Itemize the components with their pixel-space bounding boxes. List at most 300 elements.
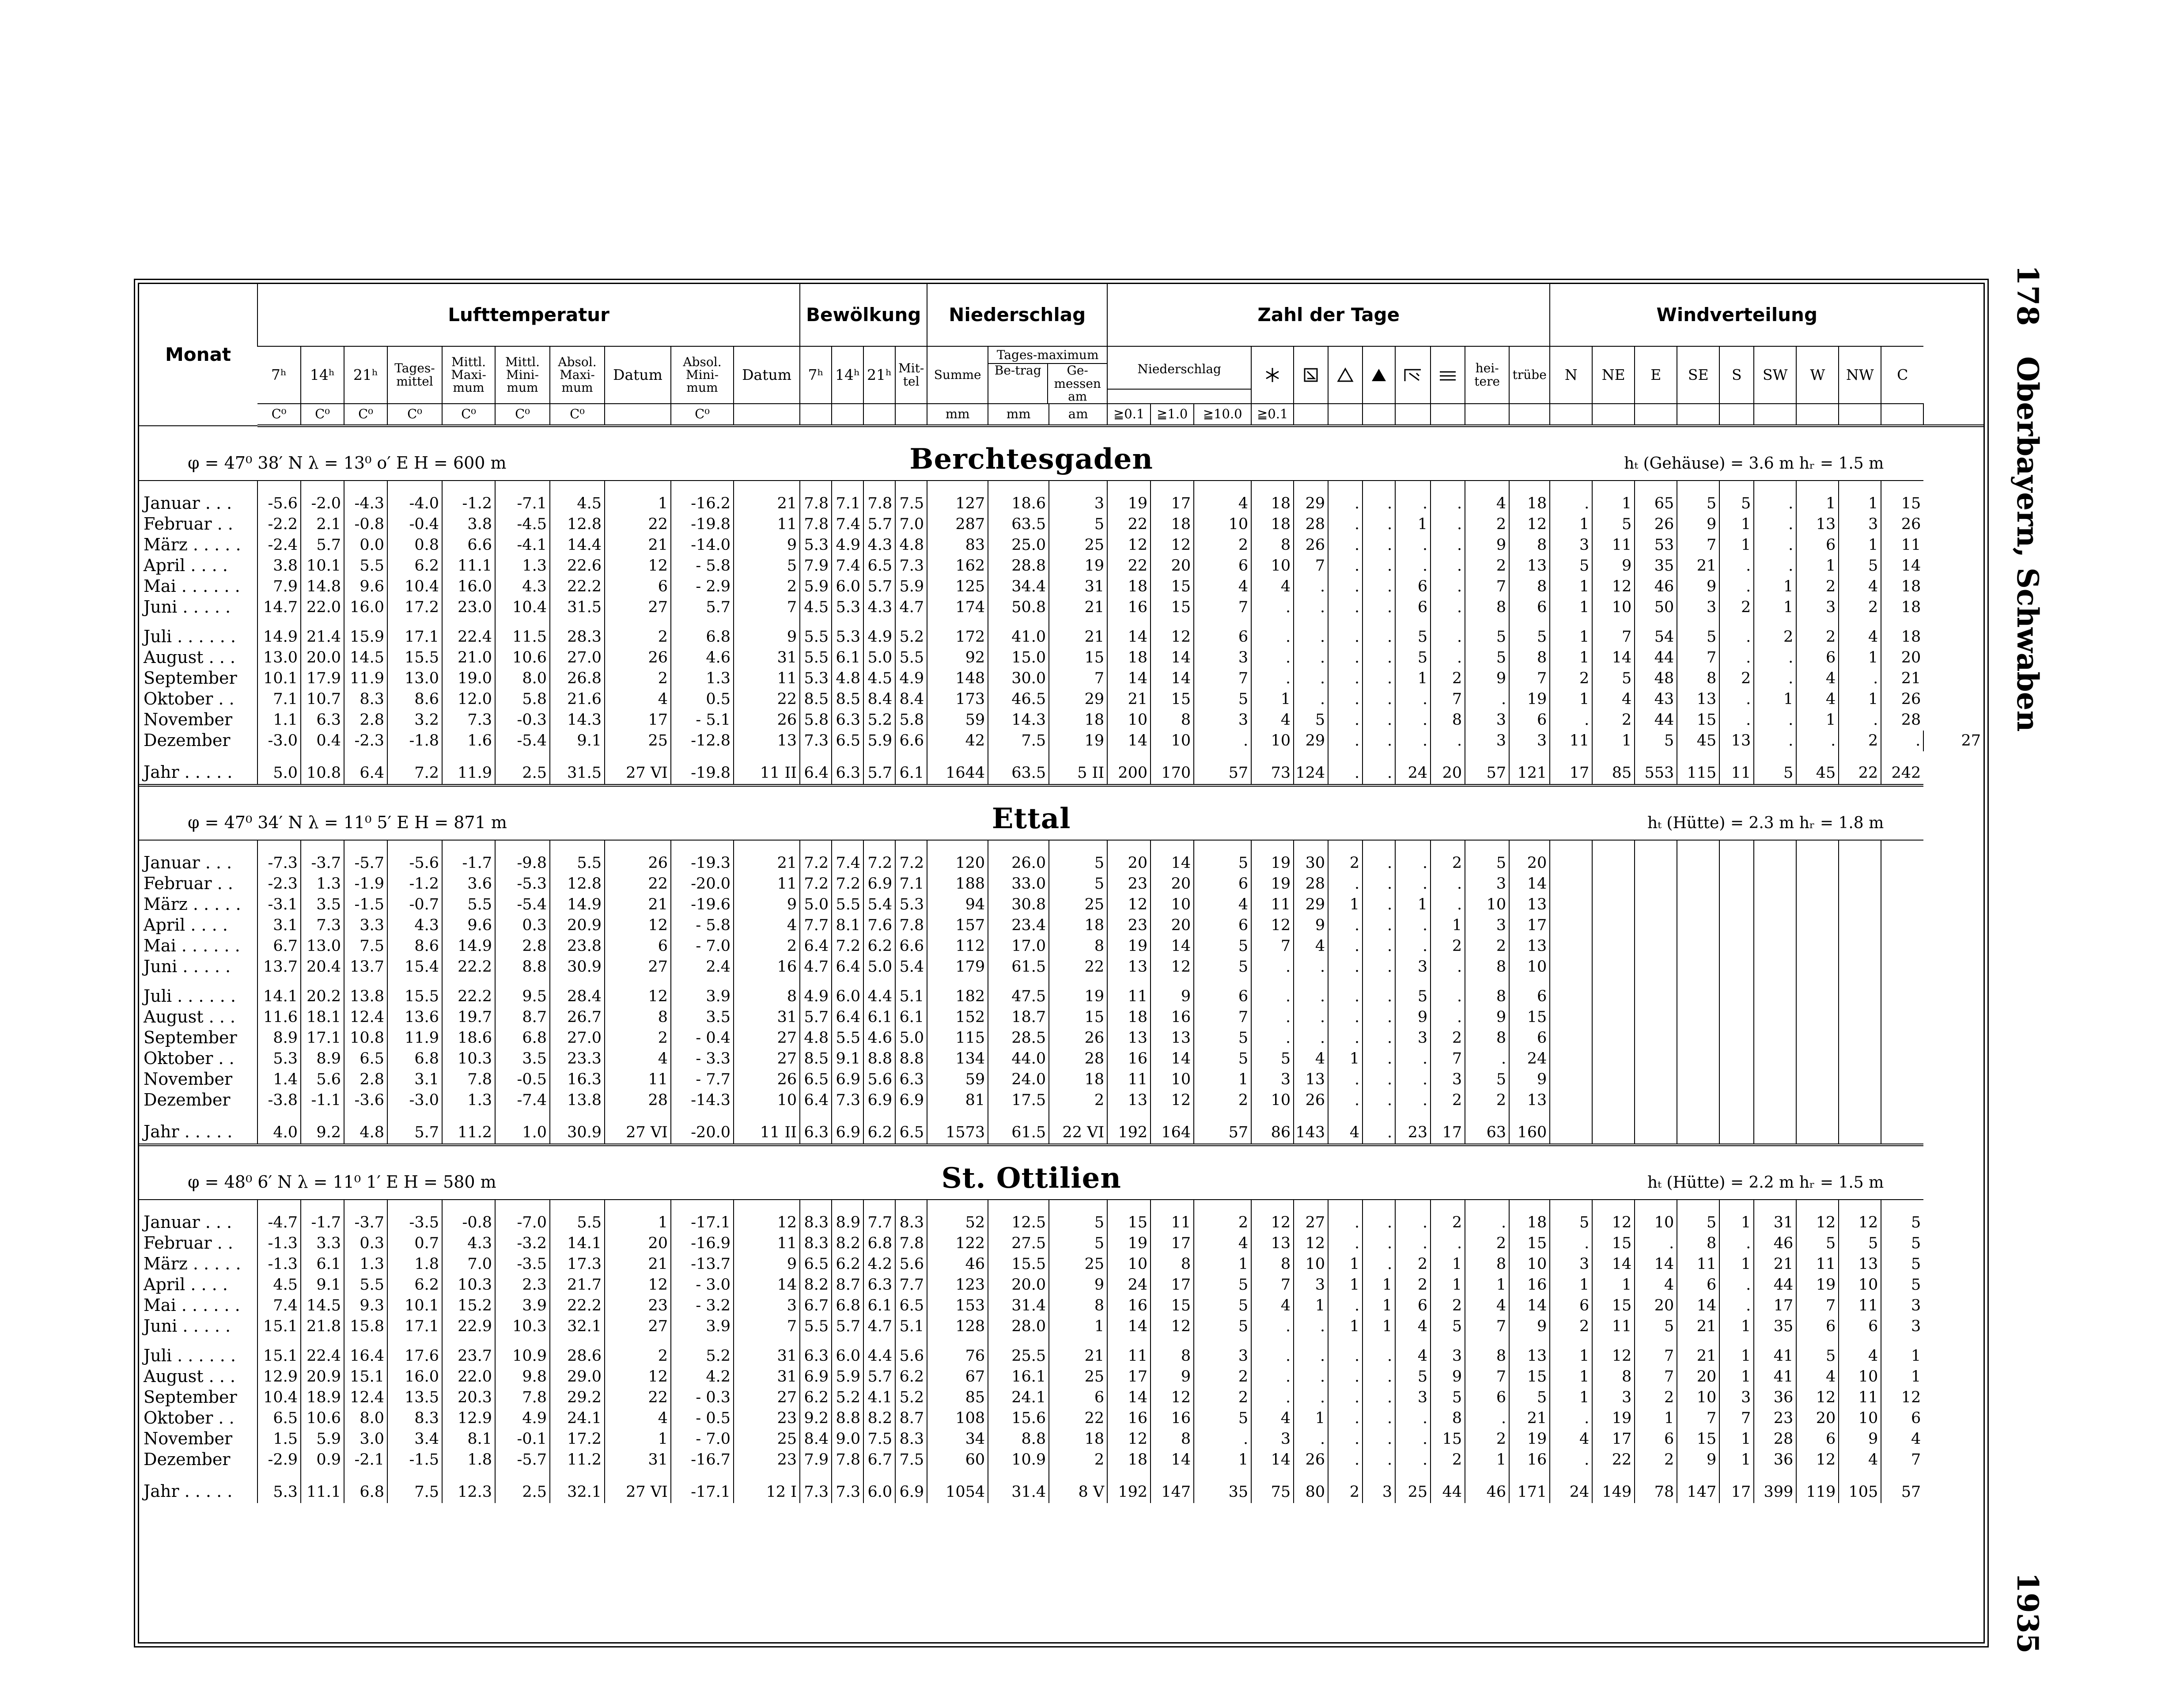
table-cell: -14.0 — [671, 535, 734, 556]
table-cell: 13.0 — [387, 668, 442, 689]
table-cell: 31 — [734, 1007, 800, 1028]
table-cell: - 3.3 — [671, 1049, 734, 1069]
table-cell: 13 — [1509, 556, 1550, 576]
table-cell: 18 — [1881, 576, 1923, 597]
table-cell: 1 — [1592, 731, 1635, 751]
table-cell: 0.8 — [387, 535, 442, 556]
table-cell: 21 — [1049, 618, 1107, 648]
table-cell: 18.7 — [988, 1007, 1049, 1028]
table-cell: 7.2 — [832, 874, 863, 894]
table-row — [139, 894, 1983, 915]
table-cell — [1881, 936, 1923, 957]
table-cell — [1550, 1090, 1592, 1111]
table-cell: 23 — [1107, 915, 1151, 936]
table-cell: . — [1395, 915, 1431, 936]
table-cell: 115 — [927, 1028, 988, 1049]
month-label: April . . . . — [144, 556, 228, 576]
table-cell: 5 — [1509, 618, 1550, 648]
table-cell: . — [1363, 915, 1395, 936]
table-cell: . — [1328, 481, 1363, 514]
table-cell: . — [1363, 1111, 1395, 1145]
table-cell: 4 — [734, 915, 800, 936]
table-cell: 5 — [1881, 1233, 1923, 1254]
table-cell: 4.9 — [895, 668, 927, 689]
table-cell: 8 — [734, 977, 800, 1007]
table-cell: 5 — [1194, 936, 1251, 957]
table-cell: 15 — [1151, 576, 1194, 597]
wind-ne-header: NE — [1592, 346, 1635, 404]
table-cell: 9 — [734, 894, 800, 915]
table-cell: . — [1363, 977, 1395, 1007]
table-cell: 12 — [605, 1275, 671, 1295]
month-label: Dezember — [144, 1450, 231, 1469]
table-cell: 6.8 — [495, 1028, 550, 1049]
table-cell: 7 — [734, 1316, 800, 1337]
table-cell: 14 — [1107, 668, 1151, 689]
table-cell: 5.4 — [863, 894, 895, 915]
threshold: ≧1.0 — [1151, 404, 1194, 426]
table-cell: 3 — [1194, 1337, 1251, 1367]
table-cell: 22 — [1839, 751, 1881, 785]
table-cell: 10.1 — [301, 556, 344, 576]
table-cell: 1.8 — [387, 1254, 442, 1275]
table-cell: -7.3 — [257, 840, 301, 874]
table-cell: 7.8 — [895, 915, 927, 936]
table-cell: 18 — [1881, 618, 1923, 648]
table-cell: . — [1294, 597, 1328, 618]
table-cell: 1 — [1796, 710, 1839, 731]
table-cell: 19.7 — [442, 1007, 495, 1028]
table-cell: 13.8 — [344, 977, 387, 1007]
table-cell: 12 — [1107, 535, 1151, 556]
month-label: Mai . . . . . . — [144, 936, 240, 956]
table-cell: 9.1 — [832, 1049, 863, 1069]
table-cell — [1635, 1069, 1677, 1090]
table-cell: 188 — [927, 874, 988, 894]
table-cell: 8 — [1251, 535, 1294, 556]
table-cell: 4.8 — [800, 1028, 832, 1049]
table-cell: 1 — [1431, 1254, 1465, 1275]
table-cell: 29.0 — [550, 1367, 605, 1387]
table-cell: 1 — [1251, 689, 1294, 710]
table-cell: 3 — [1431, 1069, 1465, 1090]
table-cell: 10 — [1107, 710, 1151, 731]
table-cell: 5 — [1194, 1028, 1251, 1049]
table-cell: 1 — [1431, 915, 1465, 936]
table-cell — [1719, 874, 1754, 894]
summe-header: Summe — [927, 346, 988, 404]
table-cell: 18 — [1251, 481, 1294, 514]
table-cell: 12 — [1796, 1450, 1839, 1470]
table-cell: 9 — [1677, 576, 1719, 597]
table-cell: 20 — [1107, 840, 1151, 874]
table-cell: 7 — [1431, 1049, 1465, 1069]
table-cell: 6 — [1509, 710, 1550, 731]
table-cell: 4 — [1796, 1367, 1839, 1387]
table-cell: 34 — [927, 1429, 988, 1450]
table-cell: . — [1363, 576, 1395, 597]
table-cell: 2 — [1550, 668, 1592, 689]
table-cell: 2 — [1194, 1090, 1251, 1111]
table-cell: . — [1363, 1233, 1395, 1254]
table-cell: 5 — [1431, 1387, 1465, 1408]
table-cell — [1839, 915, 1881, 936]
table-cell: 1.1 — [257, 710, 301, 731]
table-cell: 14.3 — [988, 710, 1049, 731]
table-cell: 14 — [1107, 731, 1151, 751]
table-cell: 35 — [1754, 1316, 1796, 1337]
table-cell: 6.9 — [895, 1470, 927, 1503]
table-row — [139, 1049, 1983, 1069]
table-cell — [1635, 894, 1677, 915]
table-cell: 9.0 — [832, 1429, 863, 1450]
table-cell: . — [1363, 710, 1395, 731]
table-cell: 53 — [1635, 535, 1677, 556]
table-cell: 2 — [1796, 576, 1839, 597]
table-cell — [1677, 1028, 1719, 1049]
table-cell: 12 — [734, 1200, 800, 1233]
table-cell: 123 — [927, 1275, 988, 1295]
table-cell: . — [1719, 576, 1754, 597]
table-cell: 7.4 — [832, 514, 863, 535]
table-cell: 7.2 — [387, 751, 442, 785]
table-cell: 1.3 — [344, 1254, 387, 1275]
table-cell: 15.5 — [387, 648, 442, 668]
table-cell: 22 — [1049, 1408, 1107, 1429]
table-cell: 4 — [1251, 1295, 1294, 1316]
hail-icon — [1328, 346, 1363, 404]
table-cell: . — [1550, 1233, 1592, 1254]
table-cell: 43 — [1635, 689, 1677, 710]
table-cell: - 7.0 — [671, 1429, 734, 1450]
table-cell: 21 — [734, 481, 800, 514]
table-cell: -2.3 — [344, 731, 387, 751]
table-cell: 31 — [734, 1337, 800, 1367]
table-cell: -19.8 — [671, 751, 734, 785]
table-cell: 174 — [927, 597, 988, 618]
station-name: Berchtesgaden — [909, 442, 1153, 476]
table-cell: 7 — [1677, 1408, 1719, 1429]
table-cell: 6 — [1509, 977, 1550, 1007]
table-cell: 192 — [1107, 1470, 1151, 1503]
table-row — [139, 1069, 1983, 1090]
table-cell: 5.3 — [832, 597, 863, 618]
month-label: Oktober . . — [144, 1408, 235, 1428]
table-cell — [1796, 840, 1839, 874]
table-cell: 16 — [1151, 1408, 1194, 1429]
table-cell: 18.6 — [442, 1028, 495, 1049]
table-cell: 4 — [1796, 689, 1839, 710]
table-cell: 164 — [1151, 1111, 1194, 1145]
table-cell: 12 — [1592, 1200, 1635, 1233]
table-cell: 12 — [1592, 576, 1635, 597]
table-cell: 12 — [605, 977, 671, 1007]
table-cell: . — [1719, 618, 1754, 648]
table-cell: 3 — [1465, 915, 1509, 936]
table-cell: 10 — [1677, 1387, 1719, 1408]
table-cell: . — [1294, 1337, 1328, 1367]
table-cell: 5 — [1194, 1295, 1251, 1316]
table-cell: 4.3 — [863, 597, 895, 618]
unit: C⁰ — [495, 404, 550, 426]
table-cell: 19 — [1107, 481, 1151, 514]
table-cell: . — [1754, 535, 1796, 556]
table-cell: 9 — [1151, 1367, 1194, 1387]
table-cell: 11 — [1107, 1337, 1151, 1367]
table-cell: . — [1550, 481, 1592, 514]
table-row — [139, 731, 1983, 751]
table-cell: 5.2 — [832, 1387, 863, 1408]
table-cell: 8.5 — [832, 689, 863, 710]
table-cell: 28 — [605, 1090, 671, 1111]
month-label: September — [144, 1028, 237, 1048]
table-cell: 15.4 — [387, 957, 442, 977]
table-cell: 46 — [1754, 1233, 1796, 1254]
table-cell — [1881, 957, 1923, 977]
table-cell: 7 — [1049, 668, 1107, 689]
table-cell: 12.9 — [257, 1367, 301, 1387]
table-cell: 10.3 — [442, 1275, 495, 1295]
table-cell: 125 — [927, 576, 988, 597]
table-cell: 4.9 — [863, 618, 895, 648]
table-cell: 4 — [1592, 689, 1635, 710]
table-cell: 17.9 — [301, 668, 344, 689]
table-cell: . — [1363, 648, 1395, 668]
table-cell: 11 — [1796, 1254, 1839, 1275]
table-cell: 1 — [605, 1429, 671, 1450]
table-cell: 10 — [1251, 1090, 1294, 1111]
table-cell: 8.1 — [442, 1429, 495, 1450]
month-label: März . . . . . — [144, 894, 241, 914]
table-cell: 5.3 — [257, 1049, 301, 1069]
table-cell: . — [1550, 1408, 1592, 1429]
table-cell: 8 — [1465, 1028, 1509, 1049]
b21-header: 21ʰ — [863, 346, 895, 404]
table-cell: 10 — [1509, 1254, 1550, 1275]
table-cell: 8.8 — [895, 1049, 927, 1069]
table-cell: 3.5 — [495, 1049, 550, 1069]
table-cell: 1 — [1550, 1387, 1592, 1408]
table-cell: 3 — [1194, 648, 1251, 668]
table-cell: 4 — [1194, 481, 1251, 514]
table-cell: -17.1 — [671, 1200, 734, 1233]
table-cell: 5 — [1881, 1254, 1923, 1275]
table-cell: . — [1796, 731, 1839, 751]
station-heights: hₜ (Gehäuse) = 3.6 m hᵣ = 1.5 m — [1624, 454, 1884, 473]
table-cell: . — [1294, 1007, 1328, 1028]
table-cell: 31.5 — [550, 751, 605, 785]
table-cell: . — [1395, 1408, 1431, 1429]
table-cell: 6 — [1796, 1429, 1839, 1450]
table-cell: 1.3 — [671, 668, 734, 689]
table-cell: 1.4 — [257, 1069, 301, 1090]
table-cell: 22.0 — [301, 597, 344, 618]
table-cell: 15 — [1049, 648, 1107, 668]
table-cell: 7.1 — [832, 481, 863, 514]
wind-se-header: SE — [1677, 346, 1719, 404]
table-cell: 19 — [1049, 731, 1107, 751]
table-cell: 2 — [1049, 1090, 1107, 1111]
table-cell: . — [1363, 957, 1395, 977]
table-cell: 7.0 — [895, 514, 927, 535]
table-cell: 17.5 — [988, 1090, 1049, 1111]
table-cell — [1635, 1028, 1677, 1049]
table-cell: 13 — [1509, 1090, 1550, 1111]
monat-header: Monat — [139, 284, 257, 426]
table-cell: 4.3 — [442, 1233, 495, 1254]
table-cell: 5 — [734, 556, 800, 576]
table-cell: 10 — [1465, 894, 1509, 915]
table-cell: 2 — [1431, 840, 1465, 874]
table-cell: . — [1881, 731, 1923, 751]
table-cell: 1 — [1328, 1049, 1363, 1069]
table-cell: 8 — [1049, 1295, 1107, 1316]
table-cell: 14.1 — [257, 977, 301, 1007]
table-cell: . — [1363, 1387, 1395, 1408]
table-cell: . — [1251, 1028, 1294, 1049]
table-cell: 2 — [734, 576, 800, 597]
table-cell: 6.5 — [800, 1254, 832, 1275]
table-cell: . — [1550, 710, 1592, 731]
table-cell: 13.0 — [301, 936, 344, 957]
table-cell: 5 — [1550, 556, 1592, 576]
table-cell — [1677, 1007, 1719, 1028]
table-cell: 14 — [1592, 1254, 1635, 1275]
table-cell: 18 — [1049, 710, 1107, 731]
table-cell: 0.3 — [495, 915, 550, 936]
table-row — [139, 648, 1983, 668]
table-cell: 2 — [1465, 1090, 1509, 1111]
table-cell: 11 — [1719, 751, 1754, 785]
table-cell: 27 — [605, 1316, 671, 1337]
table-cell: 3.9 — [671, 977, 734, 1007]
table-cell: 18 — [1509, 1200, 1550, 1233]
table-cell: 19 — [1251, 874, 1294, 894]
table-cell: 57 — [1194, 1111, 1251, 1145]
table-cell: 11 — [1592, 1316, 1635, 1337]
table-cell: 1 — [1839, 689, 1881, 710]
table-cell: 5.5 — [832, 894, 863, 915]
table-cell: 11.2 — [442, 1111, 495, 1145]
table-cell: 2.5 — [495, 1470, 550, 1503]
table-cell: . — [1251, 977, 1294, 1007]
mittel-header: Mit-tel — [895, 346, 927, 404]
table-cell: -2.0 — [301, 481, 344, 514]
table-cell: 200 — [1107, 751, 1151, 785]
table-cell: 2 — [1431, 668, 1465, 689]
table-cell: . — [1251, 1337, 1294, 1367]
table-cell: 3 — [1509, 731, 1550, 751]
table-cell: 21 — [1049, 1337, 1107, 1367]
table-cell: 8 — [1592, 1367, 1635, 1387]
table-cell: - 5.1 — [671, 710, 734, 731]
table-cell — [1592, 957, 1635, 977]
table-cell — [1754, 1111, 1796, 1145]
table-cell: 287 — [927, 514, 988, 535]
table-cell: . — [1363, 894, 1395, 915]
table-cell: 2 — [605, 618, 671, 648]
table-cell: -5.3 — [495, 874, 550, 894]
table-row — [139, 1408, 1983, 1429]
t21-header: 21ʰ — [344, 346, 387, 404]
table-cell: . — [1363, 1007, 1395, 1028]
table-cell: 4 — [1328, 1111, 1363, 1145]
table-cell: 12 — [1151, 1387, 1194, 1408]
table-cell: 7.5 — [863, 1429, 895, 1450]
table-cell: 1 — [1431, 1275, 1465, 1295]
unit-empty — [1677, 404, 1719, 426]
table-cell: 15.8 — [344, 1316, 387, 1337]
unit-empty — [832, 404, 863, 426]
month-label: Juli . . . . . . — [144, 627, 236, 647]
table-cell: 33.0 — [988, 874, 1049, 894]
table-cell: 3 — [1465, 710, 1509, 731]
table-cell: 15.0 — [988, 648, 1049, 668]
table-row — [139, 1429, 1983, 1450]
table-cell: 1 — [1550, 576, 1592, 597]
table-cell: . — [1328, 535, 1363, 556]
table-cell: 9 — [1465, 668, 1509, 689]
month-label: Januar . . . — [144, 1212, 232, 1232]
table-cell — [1796, 936, 1839, 957]
station-header — [139, 426, 1983, 481]
table-cell: -12.8 — [671, 731, 734, 751]
table-cell: 17 — [1509, 915, 1550, 936]
table-cell: . — [1395, 1233, 1431, 1254]
table-cell: 3 — [1431, 1337, 1465, 1367]
table-cell: 1 — [1719, 514, 1754, 535]
unit-empty: am — [1049, 404, 1107, 426]
table-cell: 5.5 — [344, 556, 387, 576]
table-cell — [1754, 1069, 1796, 1090]
table-cell: 23.0 — [442, 597, 495, 618]
table-cell: 5 — [1194, 1316, 1251, 1337]
table-cell: 4 — [1194, 576, 1251, 597]
niederschlag-header: Niederschlag — [927, 284, 1107, 346]
table-cell: 16 — [1509, 1275, 1550, 1295]
table-cell: 14 — [1107, 618, 1151, 648]
table-cell: . — [1328, 1233, 1363, 1254]
table-cell: . — [1294, 1429, 1328, 1450]
table-cell: 5.3 — [832, 618, 863, 648]
table-row — [139, 957, 1983, 977]
table-cell: 8 — [1677, 668, 1719, 689]
table-cell: 30.0 — [988, 668, 1049, 689]
table-cell: 22.2 — [442, 977, 495, 1007]
table-cell: 7.2 — [863, 840, 895, 874]
table-cell: 9 — [1592, 556, 1635, 576]
table-cell: 5.6 — [895, 1337, 927, 1367]
month-label: September — [144, 1387, 237, 1407]
table-cell — [1881, 1090, 1923, 1111]
table-cell: -19.3 — [671, 840, 734, 874]
table-cell: -2.4 — [257, 535, 301, 556]
table-cell: - 7.7 — [671, 1069, 734, 1090]
unit: C⁰ — [442, 404, 495, 426]
table-cell: 1 — [1550, 648, 1592, 668]
datum-max-header: Datum — [605, 346, 671, 404]
month-label: Juli . . . . . . — [144, 1346, 236, 1366]
table-cell: 8.3 — [800, 1233, 832, 1254]
table-cell: . — [1550, 1450, 1592, 1470]
table-cell: 6.4 — [800, 1090, 832, 1111]
table-cell: 10.6 — [495, 648, 550, 668]
table-cell — [1796, 1069, 1839, 1090]
month-label: Februar . . — [144, 874, 233, 894]
table-cell: . — [1294, 1316, 1328, 1337]
table-cell: 17 — [1151, 481, 1194, 514]
station-header-cell — [139, 426, 1923, 481]
